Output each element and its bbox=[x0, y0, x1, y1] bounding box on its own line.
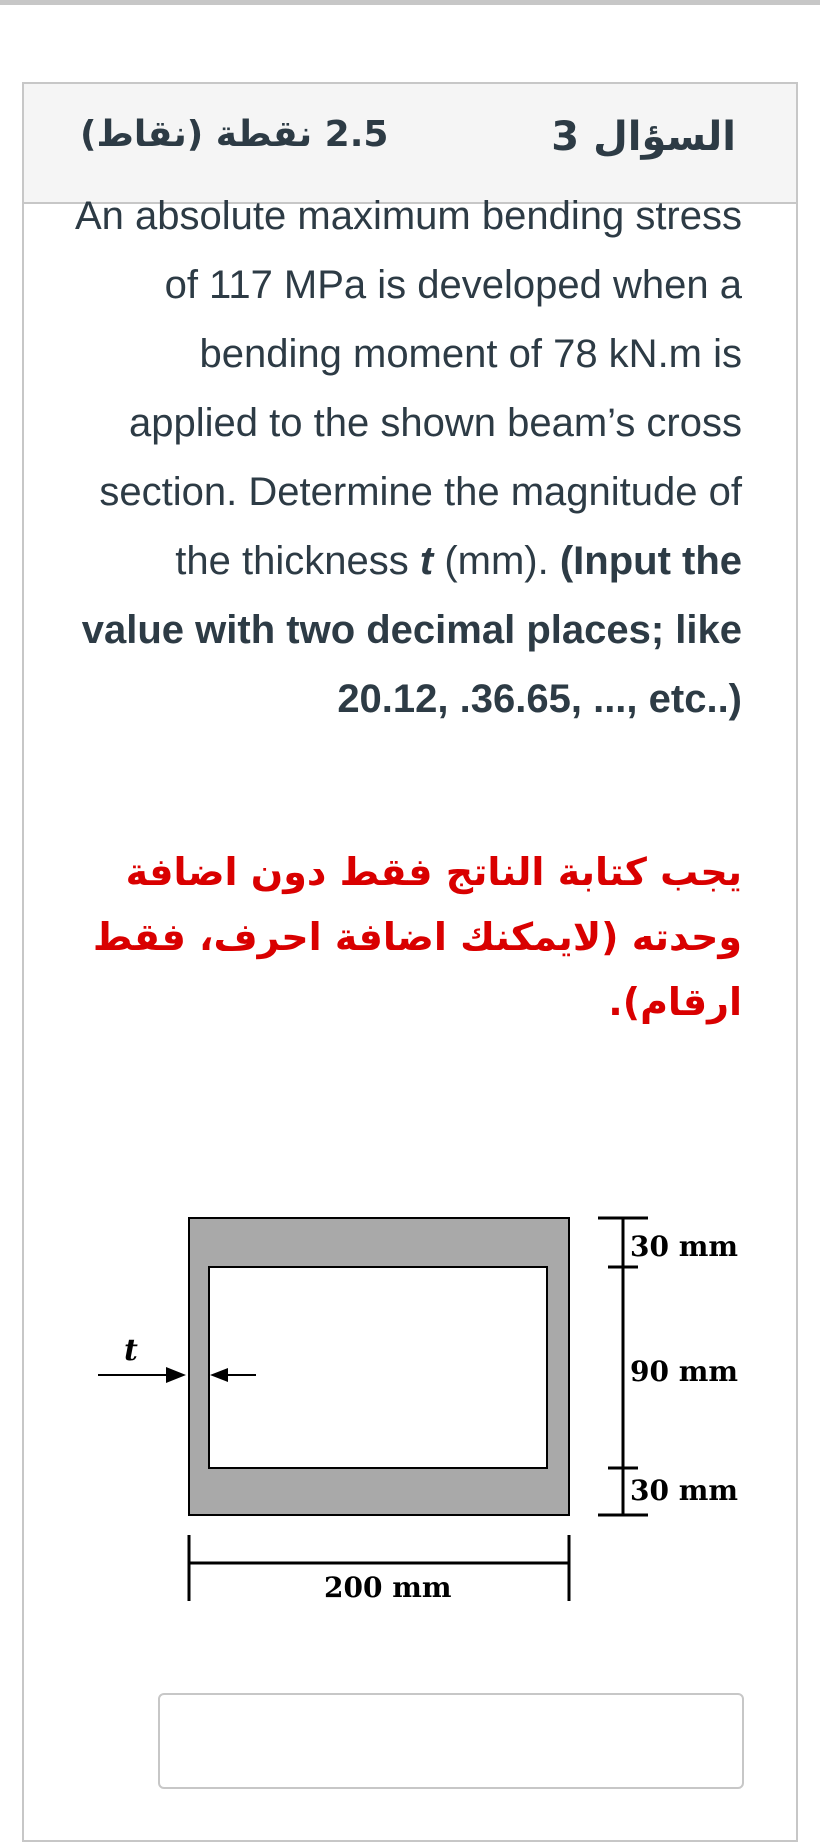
answer-note: يجب كتابة الناتج فقط دون اضافة وحدته (لايمكنك اضافة احرف، فقط ارقام). bbox=[92, 850, 742, 1024]
dimension-bottom-label: 30 mm bbox=[630, 1474, 738, 1507]
dimension-top-label: 30 mm bbox=[630, 1230, 738, 1263]
answer-input[interactable] bbox=[158, 1693, 744, 1789]
thickness-variable: t bbox=[419, 539, 434, 583]
question-title: السؤال 3 bbox=[551, 114, 736, 160]
top-divider bbox=[0, 0, 820, 5]
question-text-part2: (mm). bbox=[433, 539, 560, 583]
question-points: 2.5 نقطة (نقاط) bbox=[80, 114, 389, 155]
question-text bbox=[70, 182, 742, 734]
answer-format-instruction: (Input the value with two decimal places; like 20.12, .36.65, ..., etc..) bbox=[81, 539, 742, 721]
dimension-width-label: 200 mm bbox=[324, 1571, 452, 1604]
dimension-middle-label: 90 mm bbox=[630, 1355, 738, 1388]
thickness-label: t bbox=[124, 1333, 138, 1368]
question-text-part1: An absolute maximum bending stress of 117 MPa is developed when a bending moment of 78 kN.m is applied to the shown beam’s cross section. Determine the magnitude of the thickness bbox=[75, 194, 742, 583]
